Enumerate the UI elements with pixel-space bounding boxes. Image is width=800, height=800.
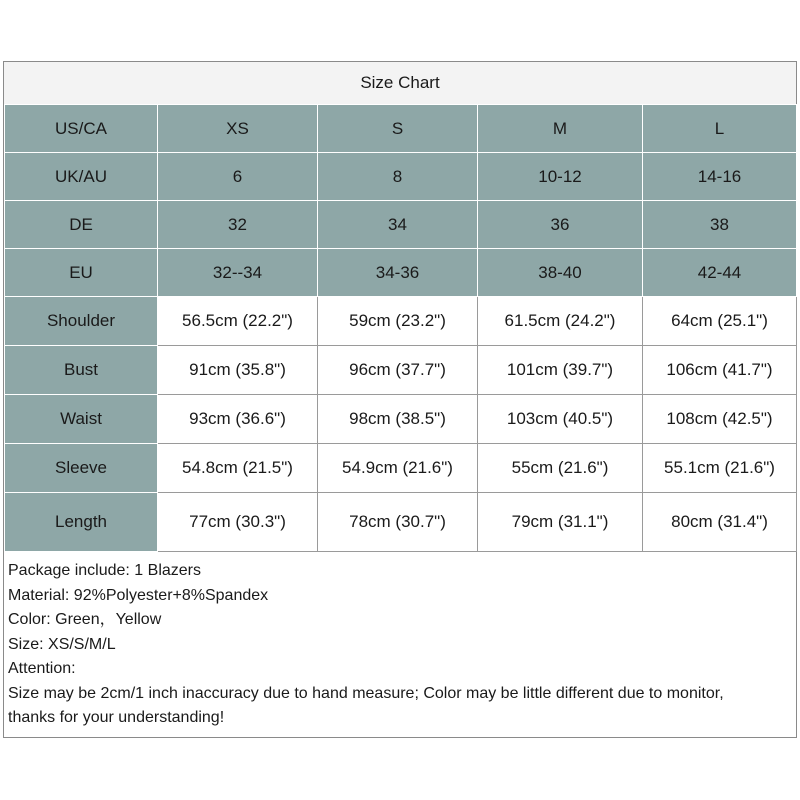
table-cell: 34-36 xyxy=(318,249,478,297)
note-line: Material: 92%Polyester+8%Spandex xyxy=(8,586,269,604)
header-row xyxy=(5,105,797,153)
table-cell: 54.9cm (21.6") xyxy=(318,444,478,493)
table-cell: 106cm (41.7") xyxy=(643,346,797,395)
table-cell: 38 xyxy=(643,201,797,249)
table-row xyxy=(5,249,797,297)
column-header: M xyxy=(478,105,643,153)
table-row xyxy=(5,346,797,395)
column-header: S xyxy=(318,105,478,153)
row-label: UK/AU xyxy=(5,153,158,201)
table-cell: 32--34 xyxy=(158,249,318,297)
note-line: Package include: 1 Blazers xyxy=(8,562,201,579)
table-cell: 78cm (30.7") xyxy=(318,493,478,552)
table-cell: 59cm (23.2") xyxy=(318,297,478,346)
table-cell: 38-40 xyxy=(478,249,643,297)
table-cell: 108cm (42.5") xyxy=(643,395,797,444)
table-cell: 36 xyxy=(478,201,643,249)
product-notes xyxy=(8,559,794,731)
table-cell: 80cm (31.4") xyxy=(643,493,797,552)
table-cell: 64cm (25.1") xyxy=(643,297,797,346)
table-cell: 98cm (38.5") xyxy=(318,395,478,444)
chart-title: Size Chart xyxy=(4,62,796,105)
row-label: Shoulder xyxy=(5,297,158,346)
table-cell: 56.5cm (22.2") xyxy=(158,297,318,346)
note-line: Attention: xyxy=(8,660,76,677)
column-header: XS xyxy=(158,105,318,153)
table-cell: 93cm (36.6") xyxy=(158,395,318,444)
table-cell: 79cm (31.1") xyxy=(478,493,643,552)
table-cell: 61.5cm (24.2") xyxy=(478,297,643,346)
note-line: Size: XS/S/M/L xyxy=(8,635,116,653)
table-cell: 101cm (39.7") xyxy=(478,346,643,395)
table-row xyxy=(5,297,797,346)
table-row xyxy=(5,201,797,249)
table-row xyxy=(5,493,797,552)
table-cell: 42-44 xyxy=(643,249,797,297)
note-line: Size may be 2cm/1 inch inaccuracy due to hand measure; Color may be little different due to monitor, xyxy=(8,684,724,702)
table-row xyxy=(5,444,797,493)
size-chart-sheet xyxy=(3,61,797,738)
table-cell: 34 xyxy=(318,201,478,249)
table-row xyxy=(5,153,797,201)
row-label: DE xyxy=(5,201,158,249)
table-row xyxy=(5,395,797,444)
size-table xyxy=(4,104,797,552)
row-label: EU xyxy=(5,249,158,297)
table-cell: 77cm (30.3") xyxy=(158,493,318,552)
row-label: Length xyxy=(5,493,158,552)
row-label: Bust xyxy=(5,346,158,395)
table-cell: 8 xyxy=(318,153,478,201)
note-line: Color: Green，Yellow xyxy=(8,611,162,628)
row-label: Waist xyxy=(5,395,158,444)
table-cell: 10-12 xyxy=(478,153,643,201)
table-cell: 91cm (35.8") xyxy=(158,346,318,395)
table-cell: 54.8cm (21.5") xyxy=(158,444,318,493)
column-header: US/CA xyxy=(5,105,158,153)
table-cell: 96cm (37.7") xyxy=(318,346,478,395)
row-label: Sleeve xyxy=(5,444,158,493)
table-cell: 6 xyxy=(158,153,318,201)
column-header: L xyxy=(643,105,797,153)
note-line: thanks for your understanding! xyxy=(8,709,225,726)
table-cell: 32 xyxy=(158,201,318,249)
table-cell: 55.1cm (21.6") xyxy=(643,444,797,493)
table-cell: 103cm (40.5") xyxy=(478,395,643,444)
table-cell: 14-16 xyxy=(643,153,797,201)
table-cell: 55cm (21.6") xyxy=(478,444,643,493)
